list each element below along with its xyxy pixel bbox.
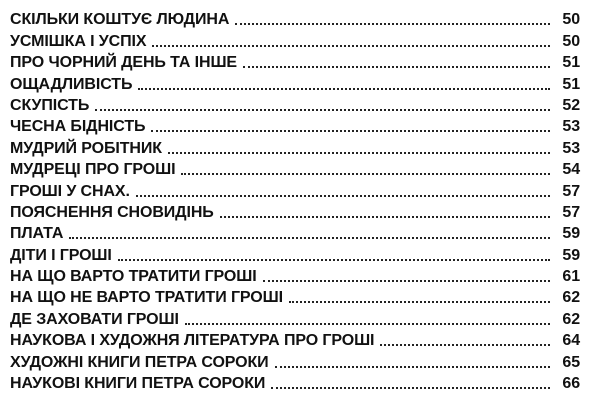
toc-entry-page: 50 xyxy=(562,11,580,29)
toc-entry xyxy=(10,372,580,393)
toc-entry-page: 64 xyxy=(562,332,580,350)
dot-leader xyxy=(220,216,550,218)
toc-entry-title: УСМІШКА І УСПІХ xyxy=(10,32,147,50)
toc-entry-title: ДЕ ЗАХОВАТИ ГРОШІ xyxy=(10,310,179,328)
toc-entry-title: МУДРИЙ РОБІТНИК xyxy=(10,139,162,157)
toc-entry xyxy=(10,243,580,264)
toc-entry xyxy=(10,201,580,222)
toc-entry-title: ПЛАТА xyxy=(10,225,64,243)
toc-entry-page: 57 xyxy=(562,182,580,200)
toc-entry-page: 66 xyxy=(562,375,580,393)
toc-entry-page: 65 xyxy=(562,353,580,371)
toc-entry-title: ПОЯСНЕННЯ СНОВИДІНЬ xyxy=(10,203,214,221)
dot-leader xyxy=(69,237,550,239)
dot-leader xyxy=(289,301,550,303)
table-of-contents xyxy=(10,8,580,393)
toc-entry-page: 53 xyxy=(562,118,580,136)
toc-entry-title: МУДРЕЦІ ПРО ГРОШІ xyxy=(10,161,176,179)
dot-leader xyxy=(235,23,550,25)
toc-entry xyxy=(10,72,580,93)
toc-entry xyxy=(10,94,580,115)
dot-leader xyxy=(95,109,550,111)
dot-leader xyxy=(136,195,550,197)
dot-leader xyxy=(168,152,550,154)
toc-entry-page: 59 xyxy=(562,225,580,243)
toc-entry xyxy=(10,265,580,286)
toc-entry-title: ГРОШІ У СНАХ. xyxy=(10,182,130,200)
toc-entry-page: 61 xyxy=(562,268,580,286)
toc-entry xyxy=(10,179,580,200)
toc-entry-title: ДІТИ І ГРОШІ xyxy=(10,246,112,264)
dot-leader xyxy=(185,323,550,325)
toc-entry-title: ХУДОЖНІ КНИГИ ПЕТРА СОРОКИ xyxy=(10,353,269,371)
toc-entry xyxy=(10,29,580,50)
dot-leader xyxy=(275,366,550,368)
dot-leader xyxy=(243,66,550,68)
toc-entry-title: ПРО ЧОРНИЙ ДЕНЬ ТА ІНШЕ xyxy=(10,54,237,72)
dot-leader xyxy=(151,130,550,132)
toc-entry-title: ОЩАДЛИВІСТЬ xyxy=(10,75,133,93)
dot-leader xyxy=(181,173,550,175)
toc-entry-page: 52 xyxy=(562,96,580,114)
toc-entry-page: 51 xyxy=(562,54,580,72)
toc-entry xyxy=(10,222,580,243)
toc-entry xyxy=(10,307,580,328)
toc-entry xyxy=(10,51,580,72)
toc-entry-title: ЧЕСНА БІДНІСТЬ xyxy=(10,118,146,136)
dot-leader xyxy=(380,344,550,346)
toc-entry xyxy=(10,286,580,307)
toc-entry-title: НАУКОВІ КНИГИ ПЕТРА СОРОКИ xyxy=(10,375,266,393)
toc-entry xyxy=(10,115,580,136)
toc-entry xyxy=(10,158,580,179)
toc-entry-title: НАУКОВА І ХУДОЖНЯ ЛІТЕРАТУРА ПРО ГРОШІ xyxy=(10,332,375,350)
dot-leader xyxy=(152,45,550,47)
toc-entry-title: СКІЛЬКИ КОШТУЄ ЛЮДИНА xyxy=(10,11,230,29)
toc-entry-page: 62 xyxy=(562,289,580,307)
toc-entry-page: 57 xyxy=(562,203,580,221)
toc-entry xyxy=(10,8,580,29)
toc-entry-title: НА ЩО НЕ ВАРТО ТРАТИТИ ГРОШІ xyxy=(10,289,283,307)
dot-leader xyxy=(138,88,550,90)
toc-entry-page: 59 xyxy=(562,246,580,264)
toc-entry-title: СКУПІСТЬ xyxy=(10,96,90,114)
toc-entry-page: 50 xyxy=(562,32,580,50)
toc-entry-page: 54 xyxy=(562,161,580,179)
dot-leader xyxy=(271,387,550,389)
toc-entry xyxy=(10,329,580,350)
toc-entry xyxy=(10,350,580,371)
toc-entry-title: НА ЩО ВАРТО ТРАТИТИ ГРОШІ xyxy=(10,268,257,286)
dot-leader xyxy=(118,259,550,261)
toc-entry-page: 53 xyxy=(562,139,580,157)
toc-entry xyxy=(10,136,580,157)
toc-entry-page: 62 xyxy=(562,310,580,328)
toc-entry-page: 51 xyxy=(562,75,580,93)
dot-leader xyxy=(263,280,550,282)
